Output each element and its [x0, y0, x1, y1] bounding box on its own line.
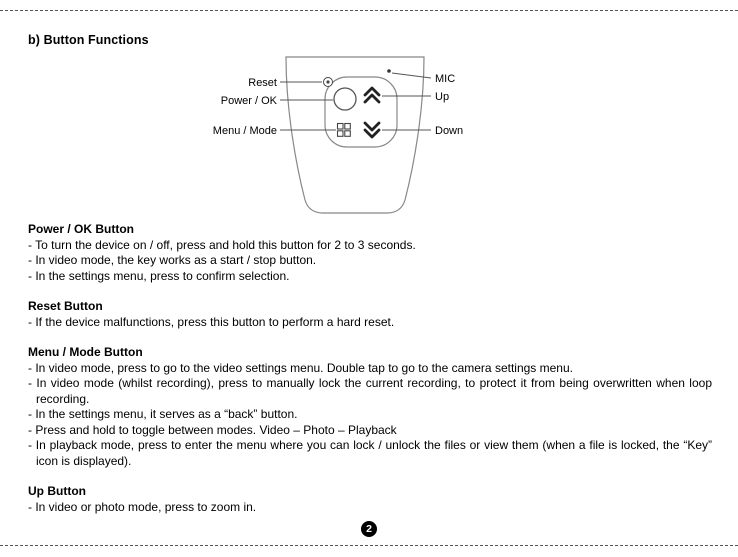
top-dashed-divider	[0, 10, 738, 11]
bottom-dashed-divider	[0, 545, 738, 546]
section-title: Power / OK Button	[28, 222, 134, 236]
down-label: Down	[435, 125, 464, 137]
section-up-button	[28, 484, 712, 515]
bullet-line: - In video or photo mode, press to zoom in.	[28, 499, 257, 514]
up-label: Up	[435, 91, 450, 103]
menu-mode-label: Menu / Mode	[212, 125, 277, 137]
section-reset-button	[28, 299, 712, 330]
mic-label: MIC	[435, 73, 456, 85]
bullet-line: - If the device malfunctions, press this button to perform a hard reset.	[28, 314, 395, 329]
bullet-line: - In the settings menu, press to confirm selection.	[28, 268, 290, 283]
power-ok-label: Power / OK	[220, 95, 277, 107]
bullet-line: - In the settings menu, it serves as a “back” button.	[28, 407, 298, 421]
section-power-ok-button	[28, 222, 712, 284]
device-diagram-svg	[198, 50, 538, 220]
bullet-line: - In video mode, press to go to the video settings menu. Double tap to go to the camera settings menu.	[28, 360, 573, 375]
section-title: Reset Button	[28, 299, 103, 313]
button-functions-text	[28, 222, 712, 515]
bullet-line: - In playback mode, press to enter the menu where you can lock / unlock the files or view them (when a file is locked, the “Key” icon is displayed).	[28, 438, 712, 468]
section-title: Menu / Mode Button	[28, 345, 143, 359]
mic-hole-icon	[387, 69, 391, 73]
reset-hole-icon	[324, 78, 333, 87]
section-menu-mode-button	[28, 345, 712, 469]
device-button-diagram	[198, 50, 538, 220]
bullet-line: - In video mode, the key works as a start / stop button.	[28, 253, 317, 267]
page-heading: b) Button Functions	[28, 33, 149, 47]
reset-label: Reset	[248, 77, 277, 89]
section-title: Up Button	[28, 484, 86, 498]
page-number-badge: 2	[361, 521, 377, 537]
control-panel	[325, 77, 397, 147]
power-ok-button-icon	[334, 88, 356, 110]
bullet-line: - To turn the device on / off, press and hold this button for 2 to 3 seconds.	[28, 237, 416, 252]
bullet-line: - In video mode (whilst recording), press to manually lock the current recording, to protect it from being overwritten when loop recording.	[28, 376, 712, 406]
bullet-line: - Press and hold to toggle between modes. Video – Photo – Playback	[28, 422, 397, 437]
